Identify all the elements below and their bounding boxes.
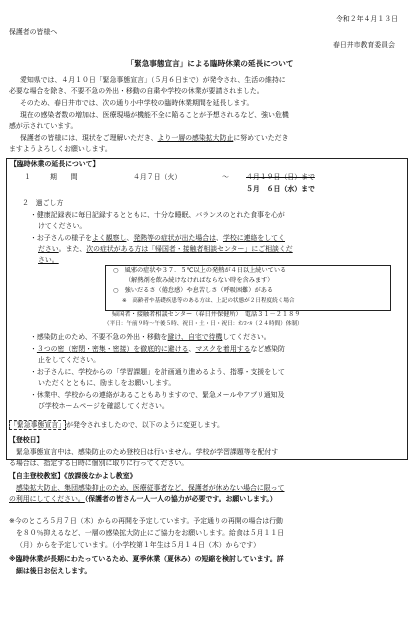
self-study-heading: 【自主登校教室】《放課後なかよし教室》 xyxy=(9,472,137,480)
consultation-center: 帰国者・接触者相談センター（春日井保健所） 電話３１－２１８９ xyxy=(112,311,301,318)
note-reopen-line1: ※今のところ５月７日（木）からの再開を予定しています。予定通りの再開の場合は行動 xyxy=(9,517,283,525)
intro-p3-line2: 感が示されています。 xyxy=(9,122,78,130)
bullet-study-line1: ・お子さんに、学校からの「学習課題」を計画通り進めるよう、指導・支援をして xyxy=(30,368,285,376)
bullet-stay-home: ・感染防止のため、不要不急の外出・移動を避け、自宅で待機してください。 xyxy=(30,333,271,341)
bullet-health-line1: ・健康記録表に毎日記録するとともに、十分な睡眠、バランスのとれた食事を心が xyxy=(30,211,285,219)
school-day-line2: る場合は、指定する日時に個別に取りに行ってください。 xyxy=(9,459,189,467)
intro-p4-emphasis: より一層の感染拡大防止 xyxy=(157,134,234,142)
period-number: １ xyxy=(24,173,31,181)
bullet-contact-line1: ・休業中、学校からの連絡があることもありますので、緊急メールやアプリ通知及 xyxy=(30,391,285,399)
sender-line: 春日井市教育委員会 xyxy=(332,41,395,49)
issue-date: 令和２年４月１３日 xyxy=(335,15,398,23)
symptom-elderly-note: ※ 高齢者や基礎疾患等のある方は、上記の状態が２日程度続く場合 xyxy=(122,298,295,304)
bullet-study-line2: いただくとともに、励ましをお願いします。 xyxy=(38,379,176,387)
symptom-fatigue: ○ 強いだるさ（倦怠感）や息苦しさ（呼吸困難）がある xyxy=(113,287,274,294)
period-tilde: ～ xyxy=(222,173,229,181)
symptom-fever: ○ 風邪の症状や３７．５℃以上の発熱が４日以上続いている xyxy=(113,267,287,274)
intro-p1-line2: 必要な場合を除き、不要不急の外出・移動の自粛や学校の休業が要請されました。 xyxy=(9,87,264,95)
period-new-end: ５月 ６日（水）まで xyxy=(246,185,315,193)
note-summer-line1: ※臨時休業が長期にわたっているため、夏季休業（夏休み）の短縮を検討しています。詳 xyxy=(9,555,284,563)
period-old-end: ４月１９日（日）まで xyxy=(246,173,315,181)
symptom-fever-note: （解熱剤を飲み続けなければならない時を含みます） xyxy=(125,277,274,284)
bullet-observe-line2: ださい。また、次の症状がある方は「帰国者・接触者相談センター」にご相談くだ xyxy=(38,245,293,253)
self-study-line1: 感染拡大防止、集団感染抑止のため、医療従事者など、保護者が休めない場合に限って xyxy=(16,484,285,492)
consultation-hours: （平日：午前９時～午後５時、祝日・土・日・祝日：ｵﾝｺｰﾙ（２４時間）体制） xyxy=(104,321,303,327)
recipient-line: 保護者の皆様へ xyxy=(9,28,58,36)
bullet-three-cs-line1: ・３つの密（密閉・密集・密接）を徹底的に避ける、マスクを着用するなど感染防 xyxy=(30,345,285,353)
intro-p3-line1: 現在の感染者数の増加は、医療現場が機能不全に陥ることが予想されるなど、強い危機 xyxy=(20,111,289,119)
school-day-line1: 緊急事態宣言中は、感染防止のため登校日は行いません。学校が学習課題等を配付す xyxy=(16,448,279,456)
bullet-observe-line3: さい。 xyxy=(38,256,59,264)
self-study-line2: の利用にしてください。（保護者の皆さん一人一人の協力が必要です。お願いします。） xyxy=(9,495,277,503)
note-reopen-line3: （月）からを予定しています。（小学校第１年生は５月１４日（木）からです） xyxy=(16,541,260,549)
bullet-observe-line1: ・お子さんの様子をよく観察し、発熱等の症状が出た場合は、学校に連絡をしてく xyxy=(30,234,285,242)
declaration-change-line: 「緊急事態宣言」が発令されましたので、以下のように変更します。 xyxy=(10,421,224,429)
period-start: ４月７日（火） xyxy=(133,173,182,181)
bullet-three-cs-line2: 止をしてください。 xyxy=(38,356,101,364)
bullet-health-line2: けてください。 xyxy=(38,222,87,230)
intro-p4-c: に努めていただき xyxy=(233,134,289,142)
intro-p4-line1 xyxy=(20,134,288,143)
declaration-label: 「緊急事態宣言」 xyxy=(10,421,66,429)
intro-p1-line1: 愛知県では、４月１０日「緊急事態宣言」（５月６日まで）が発令され、生活の維持に xyxy=(20,76,286,84)
how-to-spend-heading: ２ 過ごし方 xyxy=(22,199,64,207)
bullet-contact-line2: び学校ホームページを確認してください。 xyxy=(38,402,169,410)
note-reopen-line2: を８０％抑えるなど、一層の感染拡大防止にご協力をお願いします。給食は５月１１日 xyxy=(16,529,285,537)
period-label: 期 間 xyxy=(50,173,78,181)
school-day-heading: 【登校日】 xyxy=(9,436,44,444)
intro-p2: そのため、春日井市では、次の通り小中学校の臨時休業期間を延長します。 xyxy=(20,99,254,107)
intro-p4-line2: ますようよろしくお願いします。 xyxy=(9,145,112,153)
intro-p4-a: 保護者の皆様には、現状をご理解いただき、 xyxy=(20,134,158,142)
note-summer-line2: 細は後日お伝えします。 xyxy=(16,567,92,575)
extension-heading: 【臨時休業の延長について】 xyxy=(10,160,100,168)
page-title: 「緊急事態宣言」による臨時休業の延長について xyxy=(126,59,294,68)
